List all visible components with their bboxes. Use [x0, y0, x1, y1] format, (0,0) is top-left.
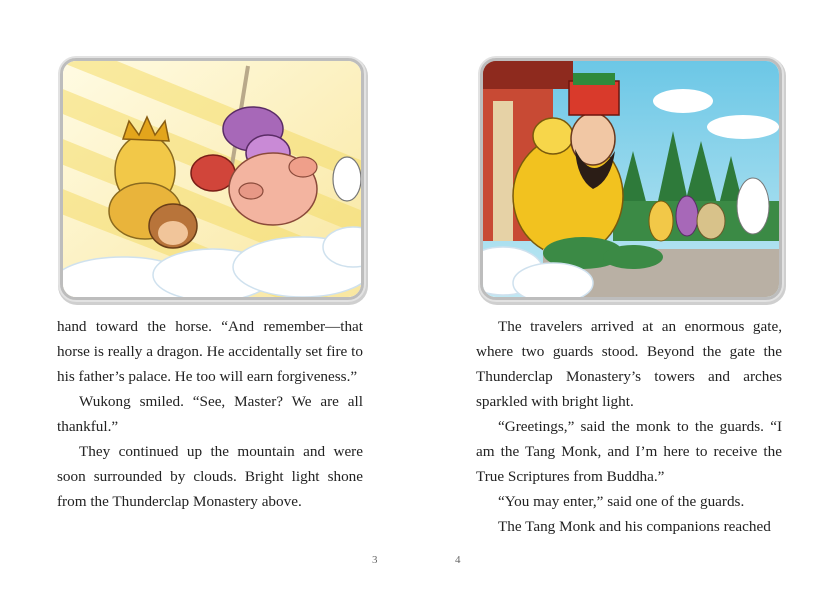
page-number: 3 — [372, 554, 378, 566]
paragraph: Wukong smiled. “See, Master? We are all thankful.” — [57, 393, 363, 435]
illustration-art — [483, 61, 779, 297]
paragraph: “You may enter,” said one of the guards. — [498, 493, 745, 510]
paragraph: The travelers arrived at an enormous gate, where two guards stood. Beyond the gate the Thunderclap Monastery’s towers and arches sparkled with bright light. — [476, 318, 782, 410]
paragraph: They continued up the mountain and were soon surrounded by clouds. Bright light shone from the Thunderclap Monastery above. — [57, 443, 363, 510]
paragraph: The Tang Monk and his companions reached — [498, 518, 771, 535]
story-text-right — [476, 314, 782, 539]
paragraph: “Greetings,” said the monk to the guards. “I am the Tang Monk, and I’m here to receive the True Scriptures from Buddha.” — [476, 418, 782, 485]
paragraph: hand toward the horse. “And remember—that horse is really a dragon. He accidentally set fire to his father’s palace. He too will earn forgiveness.” — [57, 318, 363, 385]
story-text-left — [57, 314, 363, 514]
illustration-art — [63, 61, 361, 297]
page-number: 4 — [455, 554, 461, 566]
monastery-gate-illustration — [480, 58, 782, 300]
right-page — [420, 0, 840, 596]
travelers-in-clouds-illustration — [60, 58, 364, 300]
